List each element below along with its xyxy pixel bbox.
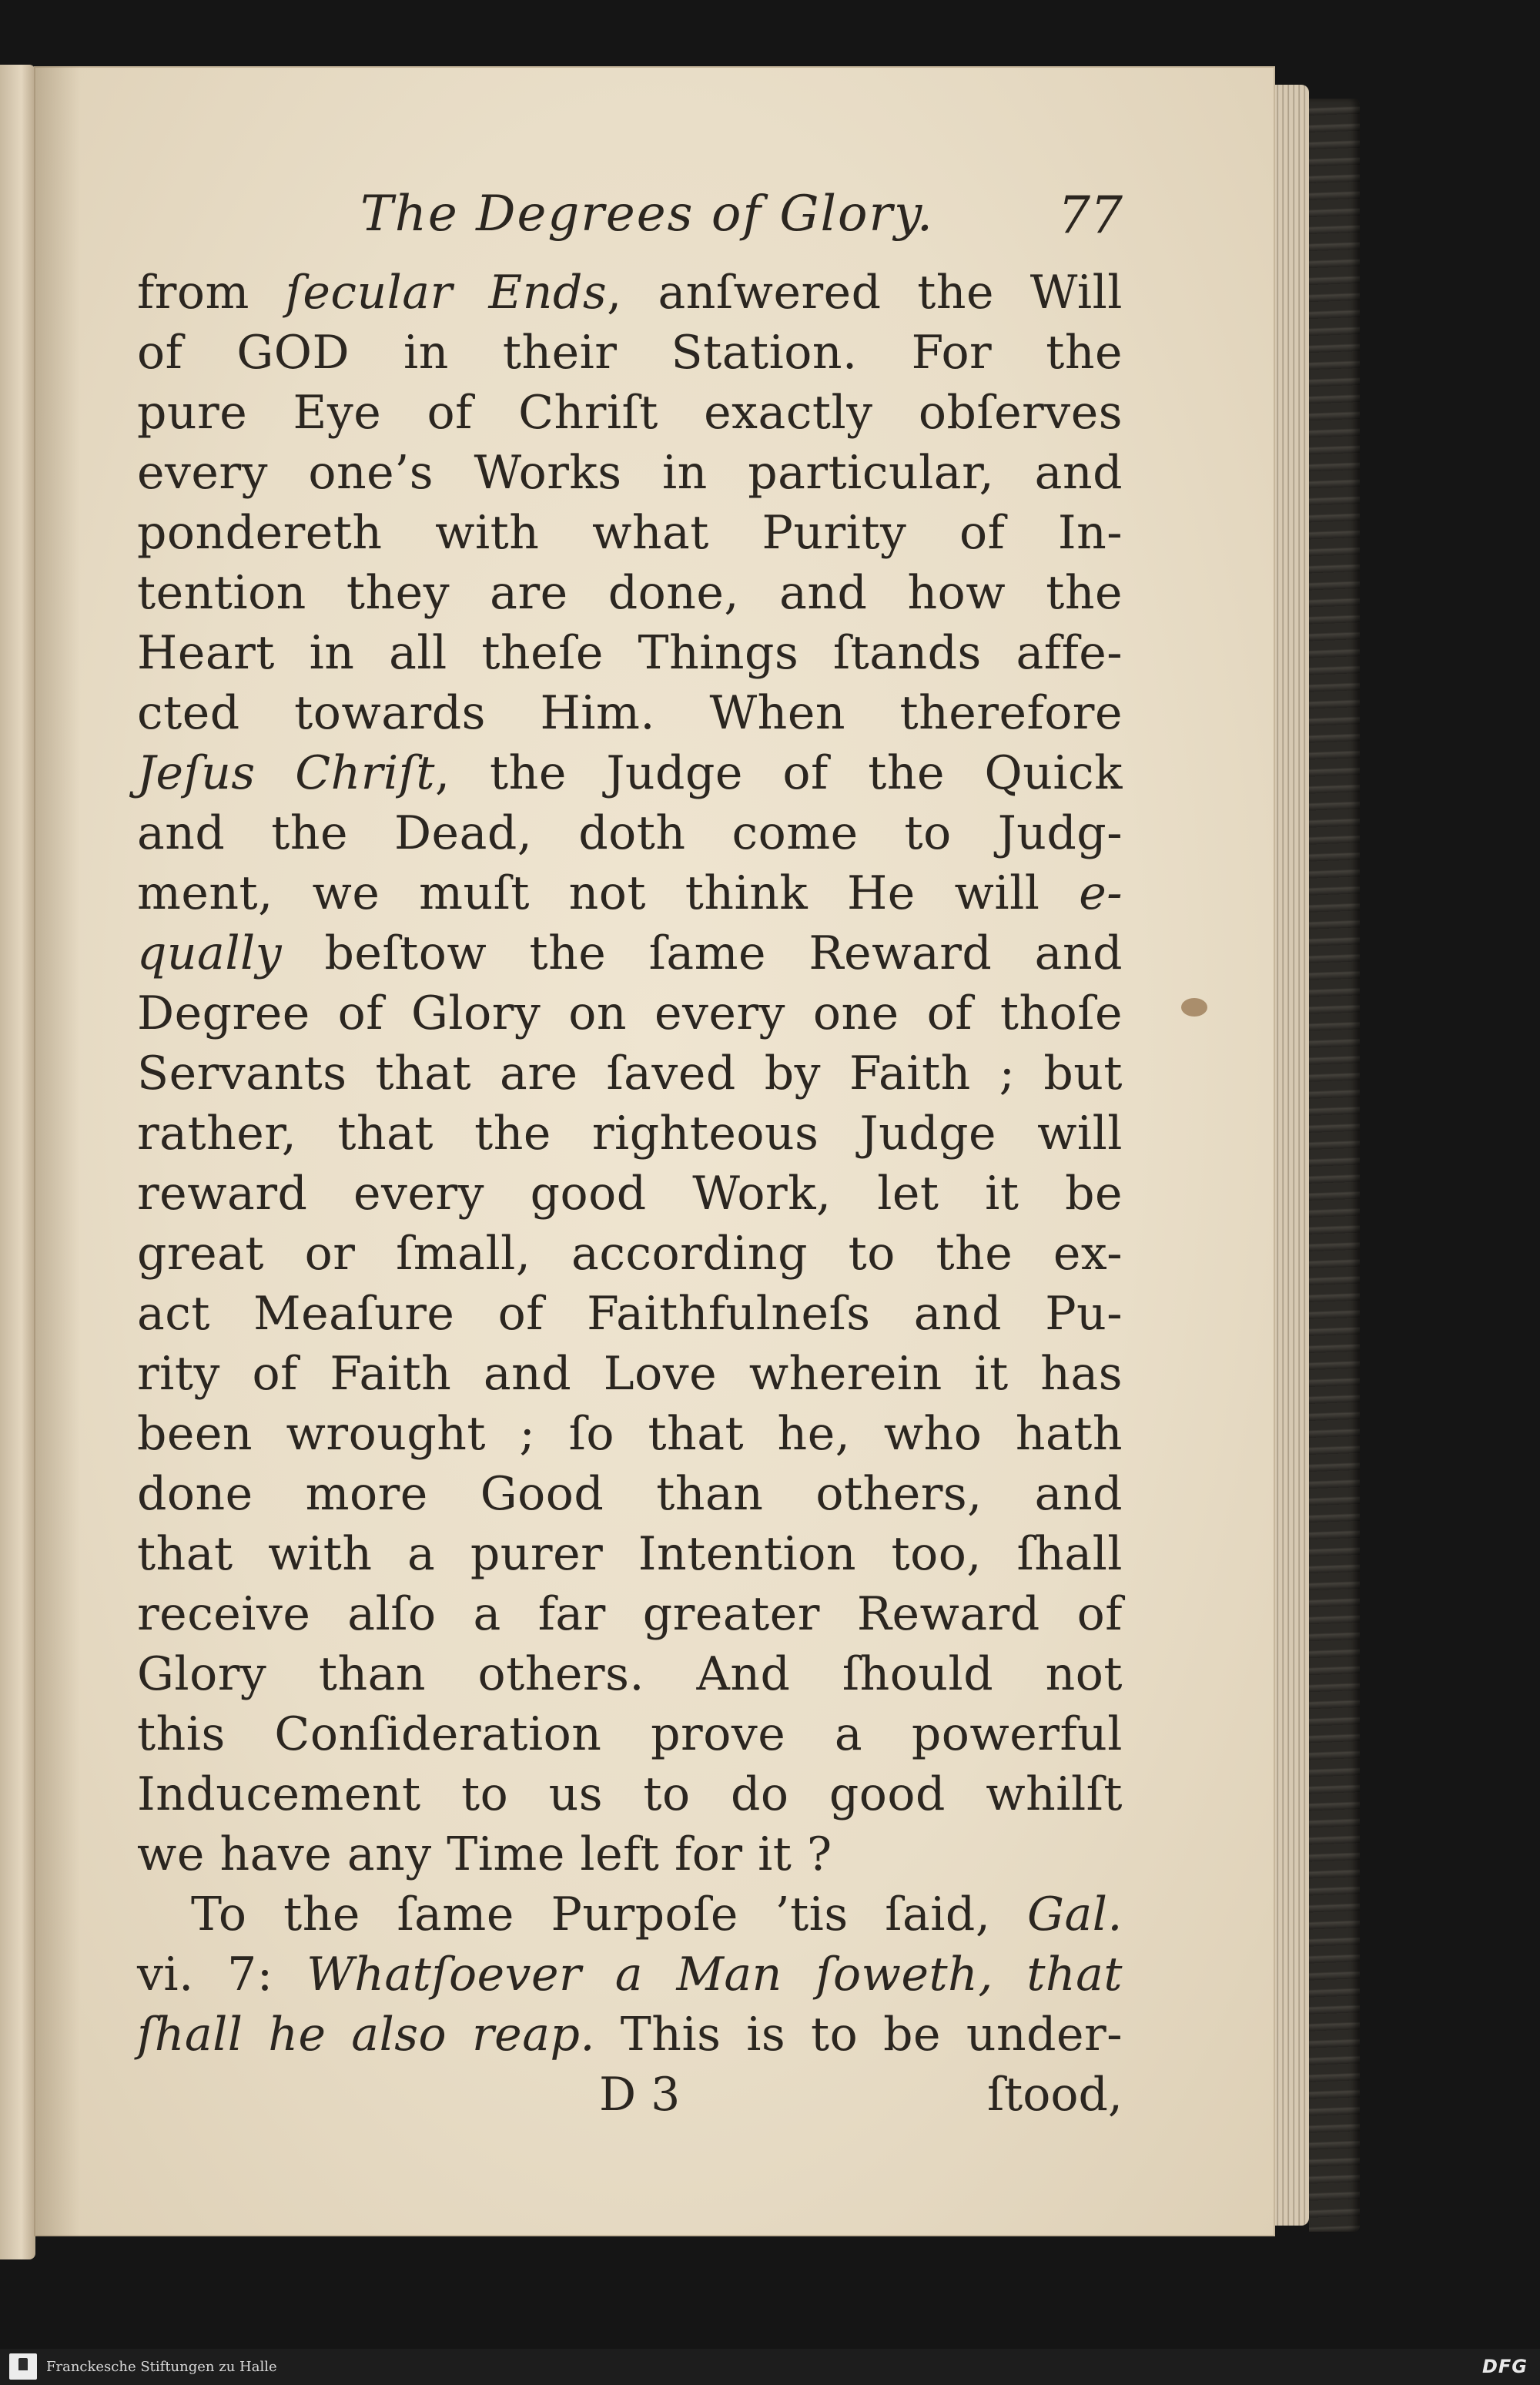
running-head [137, 186, 1123, 263]
text-span: Degree of Glory on every one of thoſe [137, 986, 1123, 1040]
text-span: tention they are done, and how the [137, 566, 1123, 620]
text-line [137, 623, 1123, 683]
signature-line [137, 2065, 1123, 2125]
text-span: receive alſo a far greater Reward of [137, 1587, 1123, 1641]
italic-span: qually [137, 926, 283, 980]
text-span: ment, we muſt not think He will [137, 866, 1080, 920]
text-line [137, 803, 1123, 863]
text-span: pondereth with what Purity of In- [137, 506, 1123, 560]
institution-name: Franckesche Stiftungen zu Halle [46, 2359, 277, 2375]
text-line [137, 683, 1123, 743]
text-line [137, 1644, 1123, 1704]
text-span: , anſwered the Will [607, 266, 1123, 320]
text-span: rather, that the righteous Judge will [137, 1107, 1123, 1161]
institution-logo-icon [9, 2353, 37, 2380]
dfg-logo: DFG [1481, 2356, 1528, 2377]
text-line [137, 983, 1123, 1043]
text-span: To the ſame Purpoſe ’tis ſaid, [191, 1888, 1028, 1941]
text-line [137, 743, 1123, 803]
text-span: Servants that are ſaved by Faith ; but [137, 1047, 1123, 1100]
italic-span: e- [1079, 866, 1123, 920]
text-span: act Meaſure of Faithfulneſs and Pu- [137, 1287, 1123, 1341]
running-title: The Degrees of Glory. [360, 186, 935, 243]
book-cover [1309, 99, 1360, 2232]
text-line [137, 323, 1123, 383]
paper-stain [1181, 998, 1207, 1017]
text-span: reward every good Work, let it be [137, 1167, 1123, 1221]
text-span: and the Dead, doth come to Judg- [137, 806, 1123, 860]
text-span: every one’s Works in particular, and [137, 446, 1123, 500]
text-line [137, 1164, 1123, 1224]
text-line [137, 2005, 1123, 2065]
text-line [137, 1524, 1123, 1584]
text-span: been wrought ; ſo that he, who hath [137, 1407, 1123, 1461]
text-line [137, 923, 1123, 983]
viewer-footer [0, 2349, 1540, 2385]
text-line [137, 863, 1123, 923]
text-line [137, 1224, 1123, 1284]
text-span: Glory than others. And ſhould not [137, 1647, 1123, 1701]
text-line [137, 443, 1123, 503]
text-line [137, 1945, 1123, 2005]
text-line [137, 1584, 1123, 1644]
text-span: Heart in all theſe Things ſtands affe- [137, 626, 1123, 680]
text-span: from [137, 266, 286, 320]
text-span: beſtow the ſame Reward and [282, 926, 1123, 980]
text-line [137, 1404, 1123, 1464]
text-span: this Conſideration prove a powerful [137, 1707, 1123, 1761]
signature-mark: D 3 [599, 2068, 681, 2122]
gutter-shadow [34, 66, 80, 2236]
text-line [137, 263, 1123, 323]
text-line [137, 1043, 1123, 1104]
text-line [137, 503, 1123, 563]
text-span: of GOD in their Station. For the [137, 326, 1123, 380]
text-span: that with a purer Intention too, ſhall [137, 1527, 1123, 1581]
text-line [137, 1764, 1123, 1824]
text-block [137, 186, 1123, 2125]
italic-span: Gal. [1027, 1888, 1123, 1941]
text-span: rity of Faith and Love wherein it has [137, 1347, 1123, 1401]
text-line [137, 563, 1123, 623]
text-line [137, 1704, 1123, 1764]
catchword: ſtood, [986, 2068, 1123, 2122]
text-span: vi. 7: [137, 1948, 307, 2001]
text-span: This is to be under- [594, 2008, 1123, 2062]
italic-span: Jeſus Chriſt [137, 746, 435, 800]
text-line [137, 1824, 1123, 1884]
text-span: cted towards Him. When therefore [137, 686, 1123, 740]
book-page [34, 66, 1275, 2236]
page-number: 77 [1058, 186, 1123, 245]
text-line [137, 1284, 1123, 1344]
italic-span: ſecular Ends [285, 266, 608, 320]
italic-span: Whatſoever a Man ſoweth, that [306, 1948, 1123, 2001]
text-span: we have any Time left for it ? [137, 1827, 832, 1881]
text-span: done more Good than others, and [137, 1467, 1123, 1521]
text-span: , the Judge of the Quick [434, 746, 1123, 800]
text-line [137, 1344, 1123, 1404]
facing-page-edge [0, 65, 35, 2259]
text-span: pure Eye of Chriſt exactly obſerves [137, 386, 1123, 440]
body-text [137, 263, 1123, 2065]
text-line [137, 1104, 1123, 1164]
text-line [137, 1884, 1123, 1945]
text-span: Inducement to us to do good whilſt [137, 1767, 1123, 1821]
italic-span: ſhall he also reap. [137, 2008, 595, 2062]
text-line [137, 1464, 1123, 1524]
text-span: great or ſmall, according to the ex- [137, 1227, 1123, 1281]
text-line [137, 383, 1123, 443]
